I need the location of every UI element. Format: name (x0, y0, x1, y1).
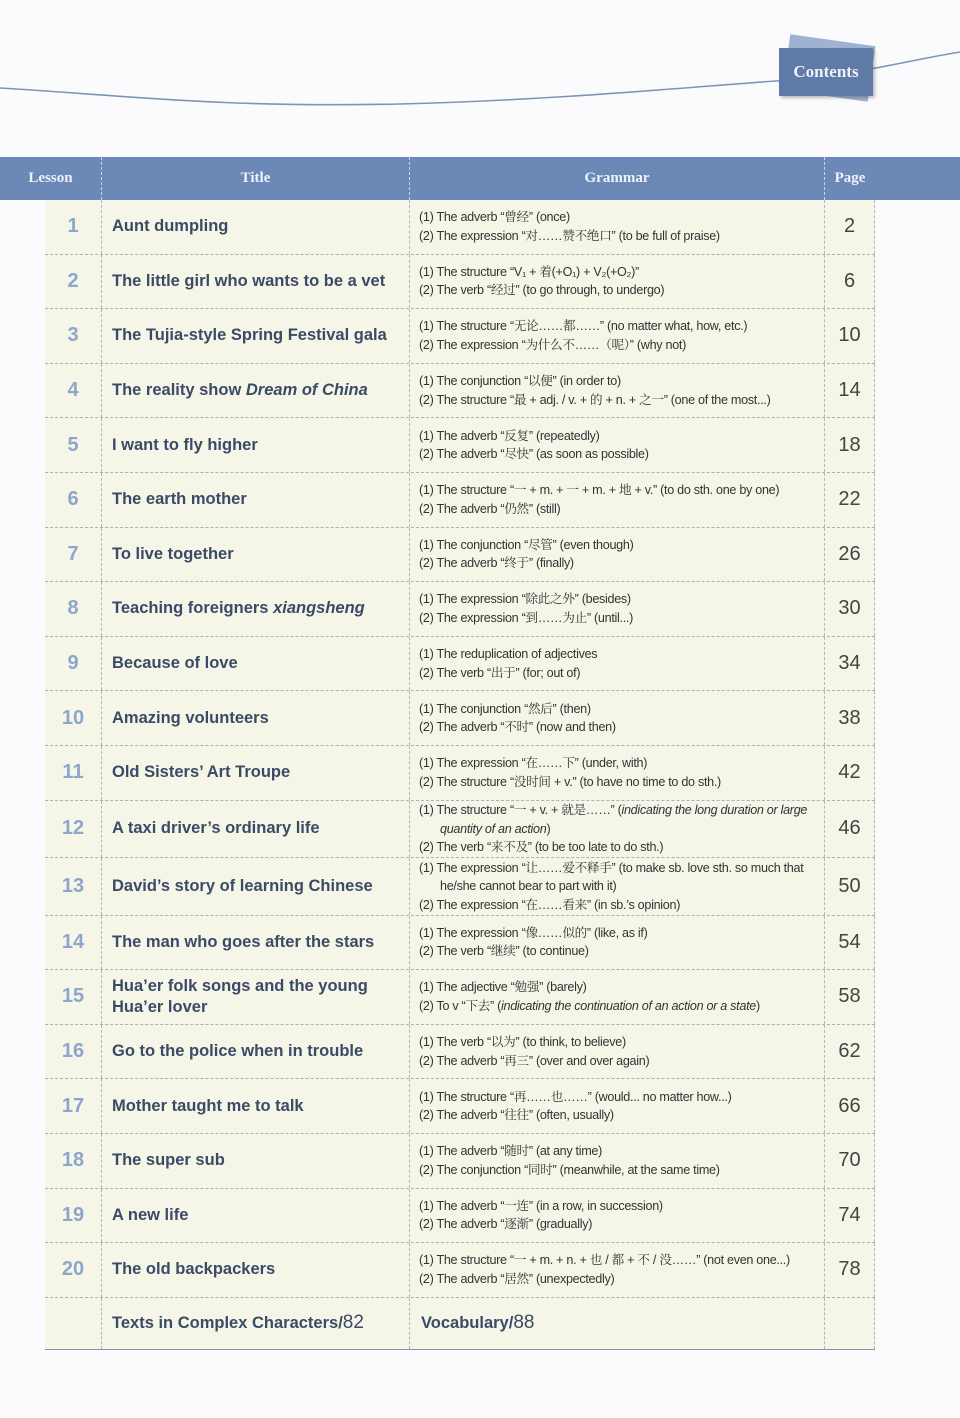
grammar-point (419, 754, 647, 773)
lesson-row[interactable] (45, 1025, 875, 1080)
grammar-text: (2) The expression “到……为止” (until...) (419, 610, 634, 625)
lesson-title[interactable] (102, 582, 410, 636)
lesson-row[interactable] (45, 200, 875, 255)
title-text: The Tujia-style Spring Festival gala (112, 326, 387, 345)
title-text: To live together (112, 544, 234, 563)
page-number[interactable]: 18 (825, 418, 875, 472)
grammar-text: (1) The adverb “反复” (repeatedly) (419, 428, 600, 443)
lesson-row[interactable] (45, 970, 875, 1025)
grammar-point (419, 838, 663, 857)
lesson-title[interactable] (102, 916, 410, 970)
grammar-text: (2) The adverb “不时” (now and then) (419, 720, 616, 735)
grammar-point (419, 801, 824, 838)
grammar-cell (410, 582, 825, 636)
lesson-title[interactable] (102, 691, 410, 745)
grammar-text: (2) The adverb “居然” (unexpectedly) (419, 1271, 615, 1286)
lesson-row[interactable] (45, 255, 875, 310)
page-number[interactable]: 78 (825, 1243, 875, 1297)
title-text: David’s story of learning Chinese (112, 876, 373, 895)
lesson-title[interactable] (102, 255, 410, 309)
grammar-point (419, 896, 680, 915)
lesson-row[interactable] (45, 691, 875, 746)
grammar-text: (2) The verb “经过” (to go through, to undergo) (419, 283, 665, 298)
grammar-text: (1) The expression “除此之外” (besides) (419, 592, 631, 607)
grammar-text: (2) The expression “在……看来” (in sb.’s opinion) (419, 897, 681, 912)
lesson-title[interactable] (102, 1134, 410, 1188)
grammar-point (419, 859, 824, 896)
grammar-point (419, 536, 633, 555)
title-text: The little girl who wants to be a vet (112, 271, 386, 290)
grammar-cell (410, 1025, 825, 1079)
grammar-text: (1) The adverb “一连” (in a row, in succession) (419, 1198, 663, 1213)
grammar-cell (410, 746, 825, 800)
lesson-title[interactable] (102, 200, 410, 254)
grammar-text: (1) The structure “无论……都……” (no matter what, how, etc.) (419, 319, 748, 334)
grammar-text: (1) The structure “一 + m. + n. + 也 / 都 + 不 / 没……” (not even one...) (419, 1253, 790, 1268)
grammar-text: (1) The expression “让……爱不释手” (to make sb. love sth. so much that he/she cannot bear to part with it) (419, 860, 804, 894)
lesson-number: 3 (45, 309, 102, 363)
grammar-point (419, 1215, 592, 1234)
lesson-title[interactable] (102, 801, 410, 858)
grammar-point (419, 445, 649, 464)
grammar-text: (2) The adverb “终于” (finally) (419, 556, 574, 571)
grammar-point (419, 664, 580, 683)
lesson-title[interactable] (102, 1243, 410, 1297)
grammar-text: (1) The reduplication of adjectives (419, 647, 598, 662)
header-title: Title (102, 157, 410, 200)
lesson-row[interactable] (45, 418, 875, 473)
grammar-cell (410, 255, 825, 309)
header-lesson: Lesson (0, 157, 102, 200)
contents-badge: Contents (779, 48, 873, 96)
complex-characters-page: 82 (342, 1312, 364, 1334)
grammar-text: (2) The conjunction “同时” (meanwhile, at the same time) (419, 1162, 720, 1177)
title-text: The reality show (112, 381, 246, 400)
page-number[interactable]: 46 (825, 801, 875, 858)
grammar-cell (410, 1189, 825, 1243)
page-number[interactable]: 2 (825, 200, 875, 254)
lesson-row[interactable] (45, 746, 875, 801)
grammar-text: (2) The verb “出于” (for; out of) (419, 665, 581, 680)
grammar-point (419, 1142, 602, 1161)
grammar-point (419, 645, 597, 664)
lesson-row[interactable] (45, 1079, 875, 1134)
title-text: Old Sisters’ Art Troupe (112, 763, 291, 782)
grammar-cell (410, 801, 825, 858)
title-text: I want to fly higher (112, 435, 258, 454)
grammar-cell (410, 1243, 825, 1297)
grammar-cell (410, 916, 825, 970)
grammar-text: (1) The structure “再……也……” (would... no matter how...) (419, 1089, 732, 1104)
title-text: Go to the police when in trouble (112, 1042, 364, 1061)
page-number[interactable]: 22 (825, 473, 875, 527)
grammar-text: (2) The adverb “再三” (over and over again) (419, 1053, 650, 1068)
lesson-number: 11 (45, 746, 102, 800)
vocabulary-page: 88 (513, 1312, 535, 1334)
page-number[interactable]: 14 (825, 364, 875, 418)
grammar-point (419, 718, 616, 737)
lesson-title[interactable] (102, 1079, 410, 1133)
lesson-row[interactable] (45, 364, 875, 419)
grammar-cell (410, 691, 825, 745)
lesson-row[interactable] (45, 309, 875, 364)
grammar-cell (410, 309, 825, 363)
lesson-row[interactable] (45, 1134, 875, 1189)
grammar-text: ) (546, 821, 551, 836)
grammar-text: (2) The structure “最 + adj. / v. + 的 + n. + 之一” (one of the most...) (419, 392, 771, 407)
grammar-point (419, 924, 648, 943)
grammar-point (419, 942, 589, 961)
page-number[interactable]: 50 (825, 858, 875, 915)
grammar-text: ) (755, 998, 760, 1013)
title-text: Because of love (112, 654, 238, 673)
title-text: Mother taught me to talk (112, 1096, 304, 1115)
grammar-cell (410, 418, 825, 472)
page-number[interactable]: 38 (825, 691, 875, 745)
grammar-point (419, 336, 686, 355)
lesson-title[interactable] (102, 309, 410, 363)
grammar-cell (410, 200, 825, 254)
lesson-title[interactable] (102, 364, 410, 418)
grammar-point (419, 317, 747, 336)
grammar-text: (1) The structure “V₁ + 着(+O₁) + V₂(+O₂)” (419, 264, 639, 279)
lesson-title[interactable] (102, 1189, 410, 1243)
lesson-number: 10 (45, 691, 102, 745)
grammar-text: (2) The adverb “尽快” (as soon as possible) (419, 447, 649, 462)
lesson-title[interactable] (102, 637, 410, 691)
grammar-text: (2) To v “下去” ( (419, 998, 502, 1013)
lesson-number: 19 (45, 1189, 102, 1243)
lesson-number: 17 (45, 1079, 102, 1133)
complex-characters-link[interactable] (102, 1298, 410, 1349)
grammar-cell (410, 528, 825, 582)
grammar-point (419, 1106, 614, 1125)
grammar-text: (2) The verb “来不及” (to be too late to do sth.) (419, 840, 664, 855)
lesson-number: 16 (45, 1025, 102, 1079)
grammar-text: (1) The conjunction “以便” (in order to) (419, 374, 621, 389)
grammar-point (419, 609, 633, 628)
lesson-number: 13 (45, 858, 102, 915)
grammar-text: (1) The structure “一 + m. + 一 + m. + 地 + v.” (to do sth. one by one) (419, 483, 780, 498)
grammar-text: (2) The adverb “逐渐” (gradually) (419, 1217, 593, 1232)
lesson-row[interactable] (45, 582, 875, 637)
grammar-text: indicating the long duration or large quantity of an action (440, 803, 808, 836)
title-text: The old backpackers (112, 1260, 276, 1279)
lesson-row[interactable] (45, 473, 875, 528)
grammar-cell (410, 858, 825, 915)
grammar-point (419, 1033, 626, 1052)
grammar-point (419, 554, 574, 573)
grammar-point (419, 1052, 649, 1071)
grammar-cell (410, 473, 825, 527)
grammar-text: (2) The verb “继续” (to continue) (419, 944, 589, 959)
lesson-number: 5 (45, 418, 102, 472)
lesson-number: 4 (45, 364, 102, 418)
grammar-text: indicating the continuation of an action or a state (501, 998, 756, 1013)
title-text: Hua’er folk songs and the young Hua’er lover (112, 976, 368, 1016)
grammar-text: (2) The expression “为什么不……（呢）” (why not) (419, 337, 686, 352)
grammar-cell (410, 637, 825, 691)
page-number[interactable]: 62 (825, 1025, 875, 1079)
grammar-point (419, 590, 631, 609)
lesson-row[interactable] (45, 858, 875, 916)
page-number[interactable]: 70 (825, 1134, 875, 1188)
grammar-point (419, 997, 760, 1016)
header-grammar: Grammar (410, 157, 825, 200)
grammar-text: (2) The adverb “往往” (often, usually) (419, 1108, 614, 1123)
title-text: The earth mother (112, 490, 247, 509)
vocabulary-label: Vocabulary/ (421, 1313, 514, 1332)
lesson-number: 14 (45, 916, 102, 970)
grammar-text: (1) The adverb “随时” (at any time) (419, 1144, 603, 1159)
lesson-row[interactable] (45, 528, 875, 583)
title-text: Amazing volunteers (112, 708, 269, 727)
lesson-number: 1 (45, 200, 102, 254)
page-number[interactable]: 6 (825, 255, 875, 309)
grammar-text: (2) The adverb “仍然” (still) (419, 501, 561, 516)
grammar-point (419, 978, 587, 997)
lesson-row[interactable] (45, 916, 875, 971)
grammar-point (419, 281, 664, 300)
lesson-title[interactable] (102, 746, 410, 800)
grammar-point (419, 773, 721, 792)
lesson-number: 20 (45, 1243, 102, 1297)
lesson-title[interactable] (102, 528, 410, 582)
page-number[interactable]: 34 (825, 637, 875, 691)
lesson-title[interactable] (102, 1025, 410, 1079)
title-text: Teaching foreigners (112, 599, 274, 618)
lesson-number: 6 (45, 473, 102, 527)
grammar-text: (1) The adjective “勉强” (barely) (419, 980, 587, 995)
grammar-point (419, 372, 621, 391)
title-text: The man who goes after the stars (112, 932, 375, 951)
grammar-text: (1) The adverb “曾经” (once) (419, 210, 570, 225)
page-number[interactable]: 54 (825, 916, 875, 970)
title-text: Aunt dumpling (112, 217, 229, 236)
grammar-cell (410, 364, 825, 418)
page-number[interactable]: 26 (825, 528, 875, 582)
vocabulary-link[interactable] (410, 1298, 825, 1349)
lesson-row[interactable] (45, 801, 875, 859)
lesson-title[interactable] (102, 970, 410, 1024)
grammar-point (419, 1251, 790, 1270)
table-header (0, 157, 960, 200)
grammar-point (419, 481, 779, 500)
grammar-text: (1) The conjunction “尽管” (even though) (419, 537, 634, 552)
lesson-title[interactable] (102, 473, 410, 527)
grammar-point (419, 1270, 614, 1289)
grammar-point (419, 500, 560, 519)
grammar-point (419, 227, 720, 246)
complex-characters-label: Texts in Complex Characters/ (112, 1313, 343, 1332)
page-number[interactable]: 10 (825, 309, 875, 363)
lesson-number: 15 (45, 970, 102, 1024)
lesson-number: 2 (45, 255, 102, 309)
grammar-text: (2) The structure “没时间 + v.” (to have no time to do sth.) (419, 774, 721, 789)
grammar-cell (410, 1134, 825, 1188)
page-number[interactable]: 58 (825, 970, 875, 1024)
lesson-number: 18 (45, 1134, 102, 1188)
lesson-number: 9 (45, 637, 102, 691)
lesson-title[interactable] (102, 858, 410, 915)
page-number[interactable]: 42 (825, 746, 875, 800)
grammar-text: (1) The structure “一 + v. + 就是……” ( (419, 803, 622, 818)
page-number[interactable]: 30 (825, 582, 875, 636)
grammar-cell (410, 1079, 825, 1133)
grammar-text: (1) The expression “在……下” (under, with) (419, 756, 648, 771)
lesson-row[interactable] (45, 1243, 875, 1298)
lesson-title[interactable] (102, 418, 410, 472)
page-number[interactable]: 66 (825, 1079, 875, 1133)
grammar-point (419, 1161, 720, 1180)
title-text: Dream of China (245, 381, 368, 400)
grammar-point (419, 263, 639, 282)
grammar-text: (1) The verb “以为” (to think, to believe) (419, 1035, 626, 1050)
title-text: A new life (112, 1205, 189, 1224)
title-text: xiangsheng (273, 599, 365, 618)
grammar-text: (1) The expression “像……似的” (like, as if) (419, 925, 648, 940)
footer-row (45, 1298, 875, 1350)
title-text: A taxi driver’s ordinary life (112, 819, 320, 838)
lesson-number: 7 (45, 528, 102, 582)
grammar-cell (410, 970, 825, 1024)
grammar-point (419, 391, 771, 410)
grammar-point (419, 427, 600, 446)
lesson-row[interactable] (45, 1189, 875, 1244)
grammar-point (419, 208, 570, 227)
grammar-point (419, 1197, 663, 1216)
grammar-text: (1) The conjunction “然后” (then) (419, 701, 591, 716)
grammar-point (419, 700, 591, 719)
contents-table (45, 200, 875, 1350)
lesson-row[interactable] (45, 637, 875, 692)
header-page: Page (834, 170, 866, 186)
title-text: The super sub (112, 1151, 225, 1170)
page-number[interactable]: 74 (825, 1189, 875, 1243)
lesson-number: 8 (45, 582, 102, 636)
lesson-number: 12 (45, 801, 102, 858)
grammar-text: (2) The expression “对……赞不绝口” (to be full of praise) (419, 228, 720, 243)
grammar-point (419, 1088, 732, 1107)
